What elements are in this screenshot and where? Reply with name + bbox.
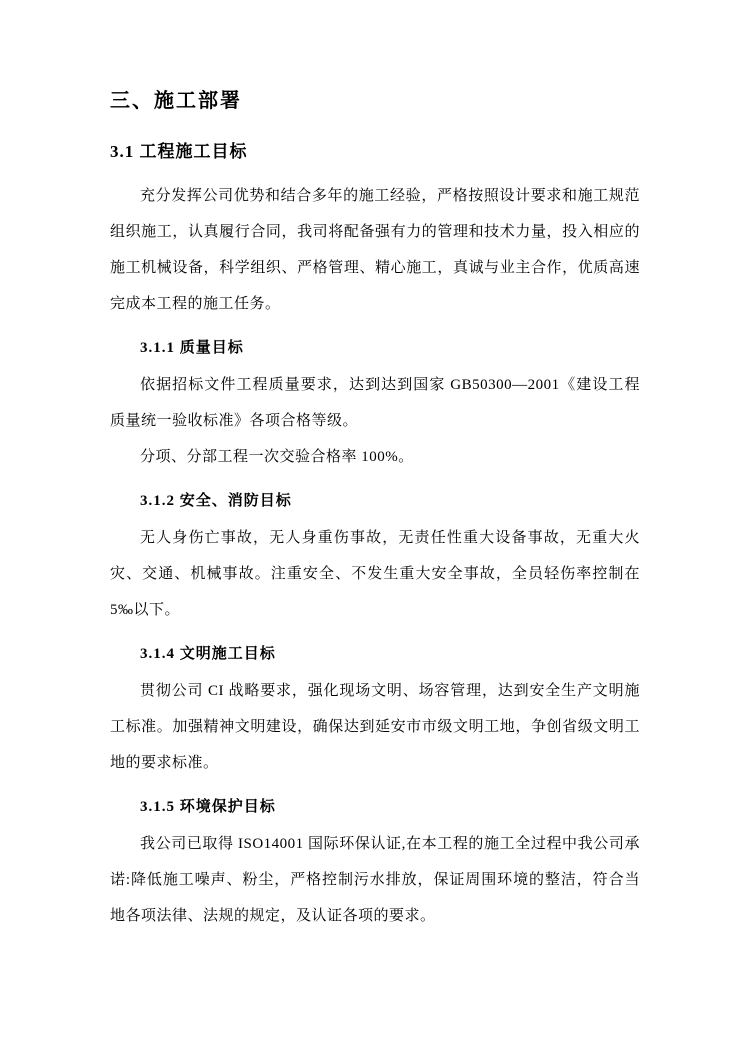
- paragraph: 无人身伤亡事故，无人身重伤事故，无责任性重大设备事故，无重大火灾、交通、机械事故。注重安全、不发生重大安全事故，全员轻伤率控制在 5‰以下。: [110, 530, 640, 618]
- subsection-heading-quality: 3.1.1 质量目标: [140, 340, 244, 356]
- paragraph: 分项、分部工程一次交验合格率 100%。: [140, 449, 414, 465]
- section-heading: 3.1 工程施工目标: [110, 142, 248, 161]
- subsection-heading-safety: 3.1.2 安全、消防目标: [140, 493, 292, 509]
- subsection-heading-environment: 3.1.5 环境保护目标: [140, 799, 276, 815]
- paragraph: 依据招标文件工程质量要求，达到达到国家 GB50300—2001《建设工程质量统一验收标准》各项合格等级。: [110, 377, 640, 429]
- paragraph: 我公司已取得 ISO14001 国际环保认证,在本工程的施工全过程中我公司承诺:降低施工噪声、粉尘，严格控制污水排放，保证周围环境的整洁，符合当地各项法律、法规的规定，及认证各项的要求。: [110, 836, 640, 924]
- paragraph: 贯彻公司 CI 战略要求，强化现场文明、场容管理，达到安全生产文明施工标准。加强精神文明建设，确保达到延安市市级文明工地，争创省级文明工地的要求标准。: [110, 683, 640, 771]
- subsection-heading-civilized-construction: 3.1.4 文明施工目标: [140, 646, 276, 662]
- doc-title: 三、施工部署: [110, 90, 242, 112]
- paragraph-intro: 充分发挥公司优势和结合多年的施工经验，严格按照设计要求和施工规范组织施工，认真履行合同，我司将配备强有力的管理和技术力量，投入相应的施工机械设备，科学组织、严格管理、精心施工，真诚与业主合作，优质高速完成本工程的施工任务。: [110, 188, 640, 312]
